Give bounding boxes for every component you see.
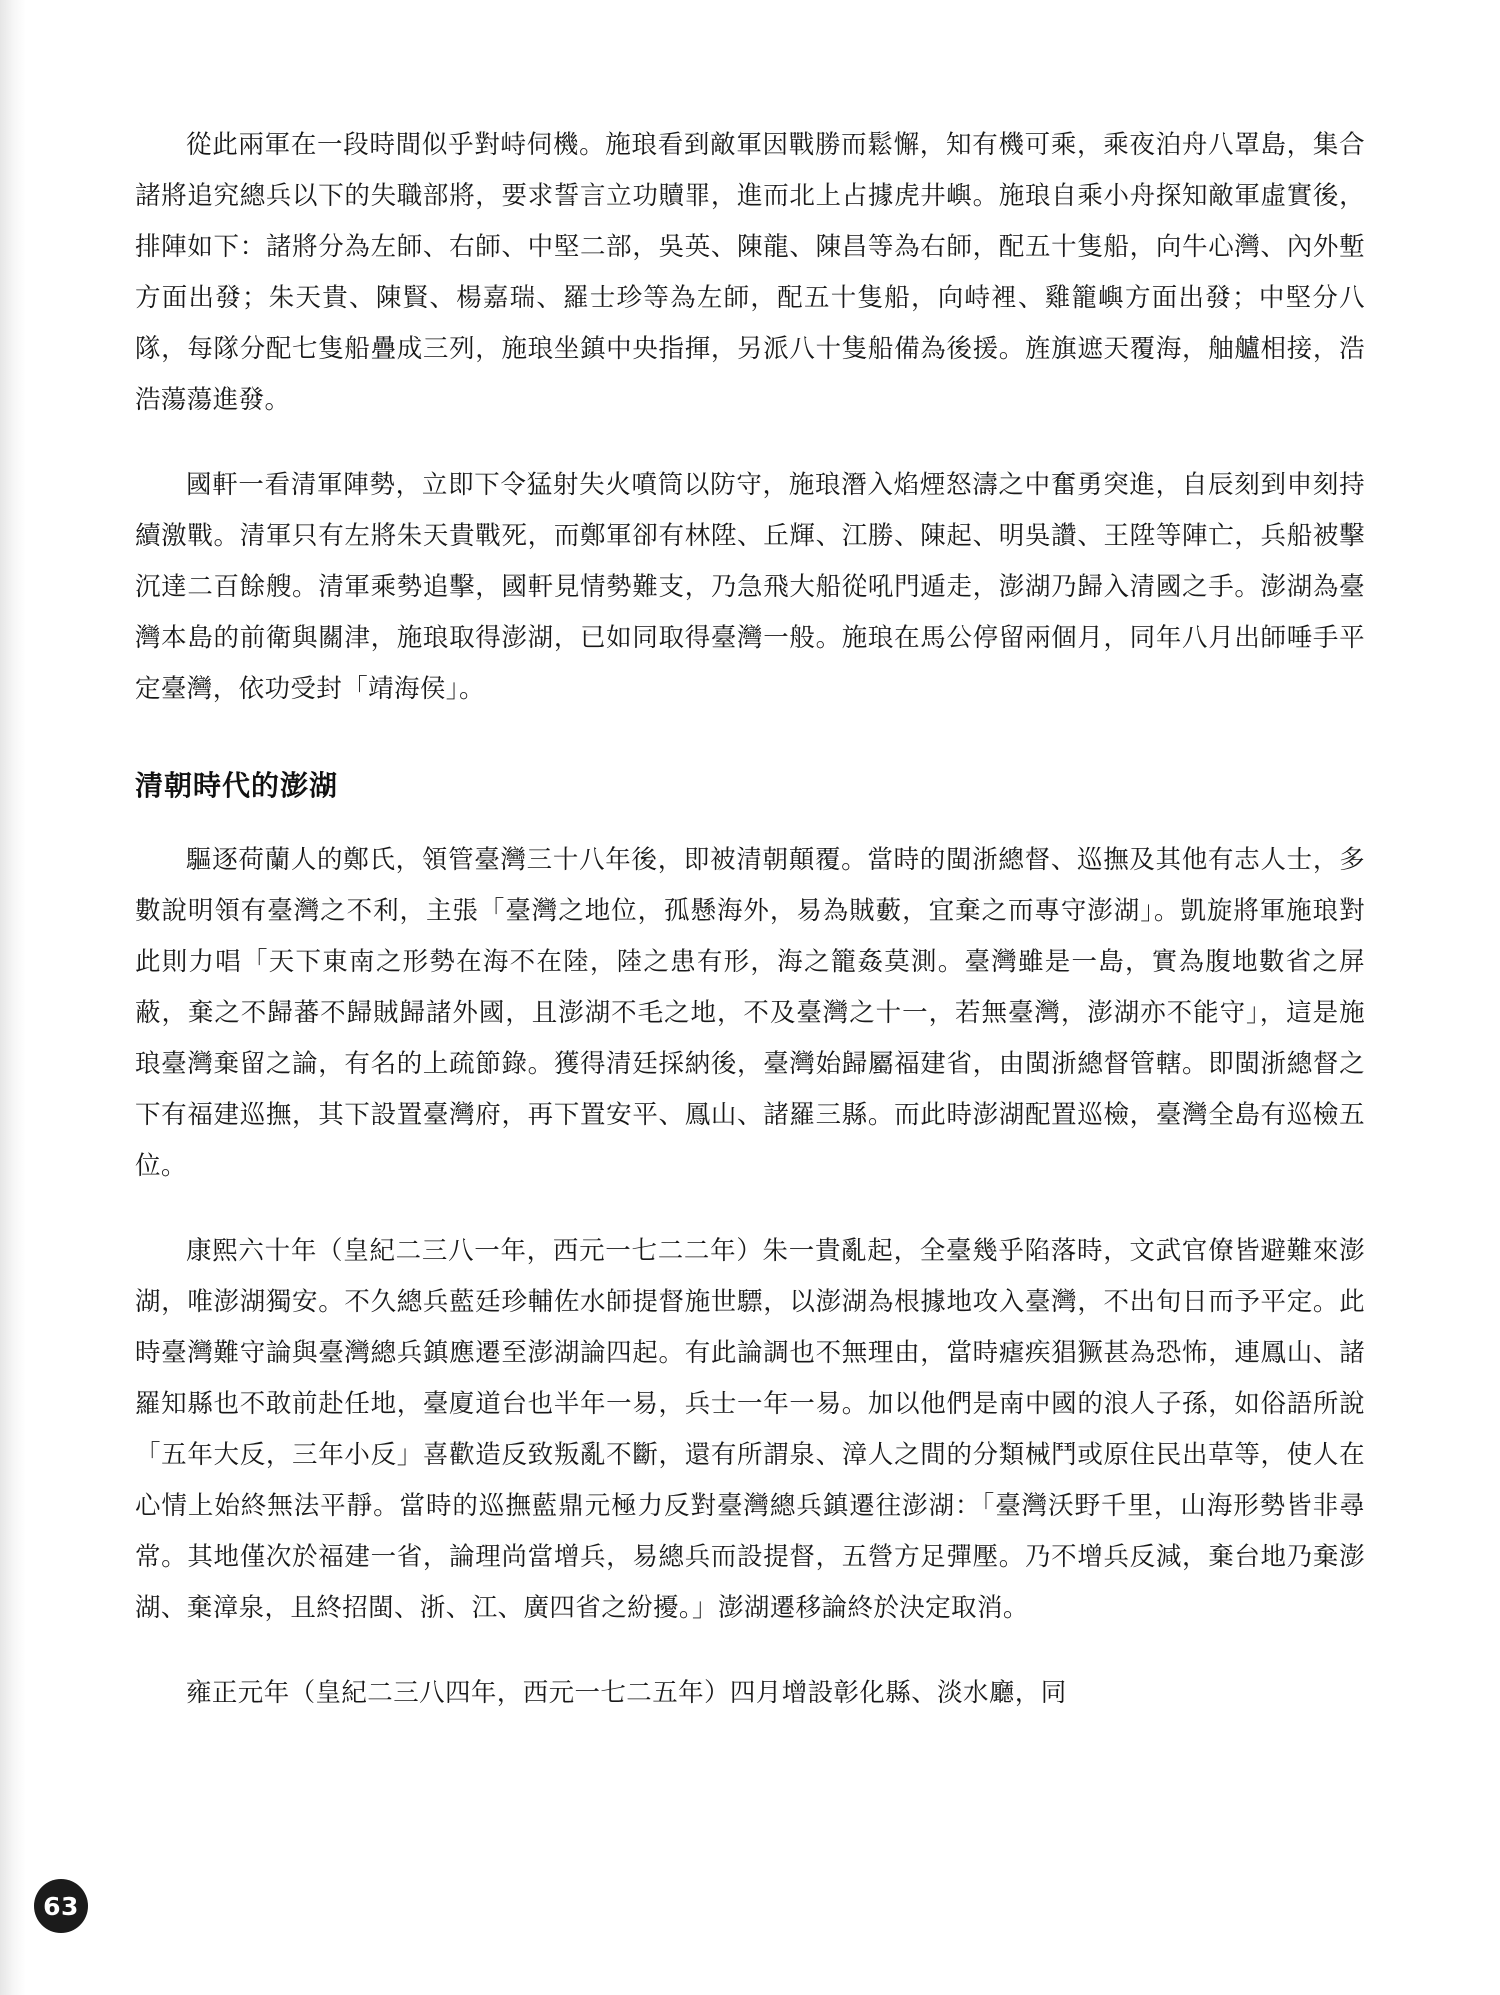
body-paragraph: 雍正元年（皇紀二三八四年，西元一七二五年）四月增設彰化縣、淡水廳，同 <box>186 1678 1067 1708</box>
body-paragraph: 驅逐荷蘭人的鄭氏，領管臺灣三十八年後，即被清朝顛覆。當時的閩浙總督、巡撫及其他有志人士，多數說明領有臺灣之不利，主張「臺灣之地位，孤懸海外，易為賊藪，宜棄之而專守澎湖」。凱旋將軍施琅對此則力唱「天下東南之形勢在海不在陸，陸之患有形，海之籠姦莫測。臺灣雖是一島，實為腹地數省之屏蔽，棄之不歸蕃不歸賊歸諸外國，且澎湖不毛之地，不及臺灣之十一，若無臺灣，澎湖亦不能守」，這是施琅臺灣棄留之論，有名的上疏節錄。獲得清廷採納後，臺灣始歸屬福建省，由閩浙總督管轄。即閩浙總督之下有福建巡撫，其下設置臺灣府，再下置安平、鳳山、諸羅三縣。而此時澎湖配置巡檢，臺灣全島有巡檢五位。 <box>135 845 1365 1181</box>
page-number-label: 63 <box>34 1879 88 1933</box>
body-paragraph: 康熙六十年（皇紀二三八一年，西元一七二二年）朱一貴亂起，全臺幾乎陷落時，文武官僚皆避難來澎湖，唯澎湖獨安。不久總兵藍廷珍輔佐水師提督施世驃，以澎湖為根據地攻入臺灣，不出旬日而予平定。此時臺灣難守論與臺灣總兵鎮應遷至澎湖論四起。有此論調也不無理由，當時瘧疾猖獗甚為恐怖，連鳳山、諸羅知縣也不敢前赴任地，臺廈道台也半年一易，兵士一年一易。加以他們是南中國的浪人子孫，如俗語所說「五年大反，三年小反」喜歡造反致叛亂不斷，還有所謂泉、漳人之間的分類械鬥或原住民出草等，使人在心情上始終無法平靜。當時的巡撫藍鼎元極力反對臺灣總兵鎮遷往澎湖：「臺灣沃野千里，山海形勢皆非尋常。其地僅次於福建一省，論理尚當增兵，易總兵而設提督，五營方足彈壓。乃不增兵反減，棄台地乃棄澎湖、棄漳泉，且終招閩、浙、江、廣四省之紛擾。」澎湖遷移論終於決定取消。 <box>135 1236 1365 1623</box>
section-heading: 清朝時代的澎湖 <box>135 769 339 802</box>
page-content <box>135 120 1365 1753</box>
page-edge-shading <box>0 0 26 1995</box>
body-paragraph: 國軒一看清軍陣勢，立即下令猛射失火噴筒以防守，施琅潛入焰煙怒濤之中奮勇突進，自辰刻到申刻持續激戰。清軍只有左將朱天貴戰死，而鄭軍卻有林陞、丘輝、江勝、陳起、明吳讚、王陞等陣亡，兵船被擊沉達二百餘艘。清軍乘勢追擊，國軒見情勢難支，乃急飛大船從吼門遁走，澎湖乃歸入清國之手。澎湖為臺灣本島的前衛與關津，施琅取得澎湖，已如同取得臺灣一般。施琅在馬公停留兩個月，同年八月出師唾手平定臺灣，依功受封「靖海侯」。 <box>135 470 1365 704</box>
page-number <box>34 1879 88 1933</box>
body-paragraph: 從此兩軍在一段時間似乎對峙伺機。施琅看到敵軍因戰勝而鬆懈，知有機可乘，乘夜泊舟八罩島，集合諸將追究總兵以下的失職部將，要求誓言立功贖罪，進而北上占據虎井嶼。施琅自乘小舟探知敵軍虛實後，排陣如下：諸將分為左師、右師、中堅二部，吳英、陳龍、陳昌等為右師，配五十隻船，向牛心灣、內外塹方面出發；朱天貴、陳賢、楊嘉瑞、羅士珍等為左師，配五十隻船，向峙裡、雞籠嶼方面出發；中堅分八隊，每隊分配七隻船疊成三列，施琅坐鎮中央指揮，另派八十隻船備為後援。旌旗遮天覆海，舳艫相接，浩浩蕩蕩進發。 <box>135 130 1365 415</box>
